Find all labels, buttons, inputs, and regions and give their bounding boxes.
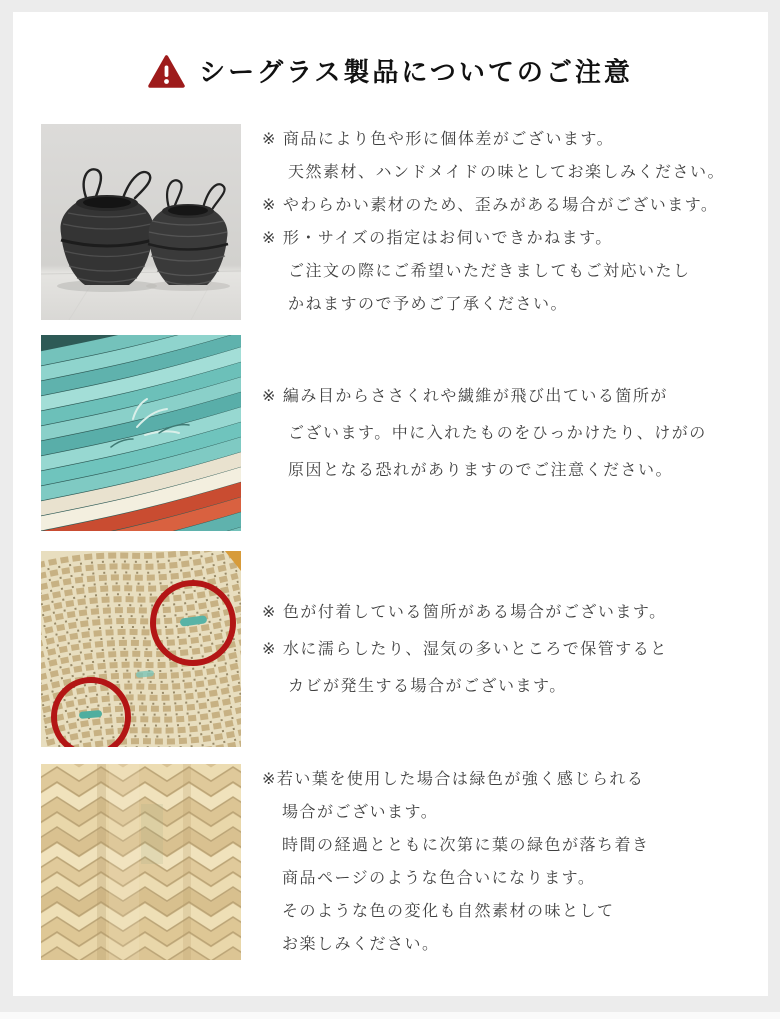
notice-section-green-color [41, 763, 768, 961]
notice-text-green-color [262, 763, 650, 961]
notice-line: ※ やわらかい素材のため、歪みがある場合がございます。 [262, 197, 719, 214]
notice-section-color-spots [41, 551, 768, 747]
page-title: シーグラス製品についてのご注意 [199, 57, 633, 87]
bottom-strip [0, 1012, 780, 1019]
notice-section-fibers [41, 335, 768, 531]
notice-line: ※ 形・サイズの指定はお伺いできかねます。 [262, 230, 613, 247]
natural-weave-color-spots-photo [41, 551, 241, 747]
herringbone-weave-closeup-photo [41, 764, 241, 960]
notice-line: ご注文の際にご希望いただきましてもご対応いたし [288, 263, 691, 280]
notice-line: 原因となる恐れがありますのでご注意ください。 [288, 461, 674, 479]
notice-line: そのような色の変化も自然素材の味として [282, 903, 615, 920]
black-belly-baskets-photo [41, 124, 241, 320]
notice-card [13, 12, 768, 996]
warning-triangle-icon [148, 55, 185, 89]
notice-line: お楽しみください。 [282, 936, 440, 953]
notice-line: ※ 編み目からささくれや繊維が飛び出ている箇所が [262, 387, 668, 405]
notice-line: ございます。中に入れたものをひっかけたり、けがの [288, 424, 707, 442]
notice-line: ※若い葉を使用した場合は緑色が強く感じられる [262, 771, 645, 788]
notice-line: ※ 商品により色や形に個体差がございます。 [262, 131, 615, 148]
notice-line: ※ 水に濡らしたり、湿気の多いところで保管すると [262, 640, 668, 658]
notice-section-individual-differences [41, 123, 768, 321]
notice-text-individual-differences [262, 123, 725, 321]
dyed-teal-red-weave-closeup-photo [41, 335, 241, 531]
notice-header [13, 55, 768, 89]
notice-line: カビが発生する場合がございます。 [288, 677, 567, 695]
notice-line: 天然素材、ハンドメイドの味としてお楽しみください。 [288, 164, 726, 181]
notice-line: 商品ページのような色合いになります。 [282, 870, 596, 887]
notice-line: かねますので予めご了承ください。 [288, 296, 569, 313]
notice-line: ※ 色が付着している箇所がある場合がございます。 [262, 603, 667, 621]
notice-line: 場合がございます。 [282, 804, 439, 821]
notice-text-fibers [262, 378, 707, 489]
notice-text-color-spots [262, 594, 668, 705]
notice-line: 時間の経過とともに次第に葉の緑色が落ち着き [282, 837, 650, 854]
